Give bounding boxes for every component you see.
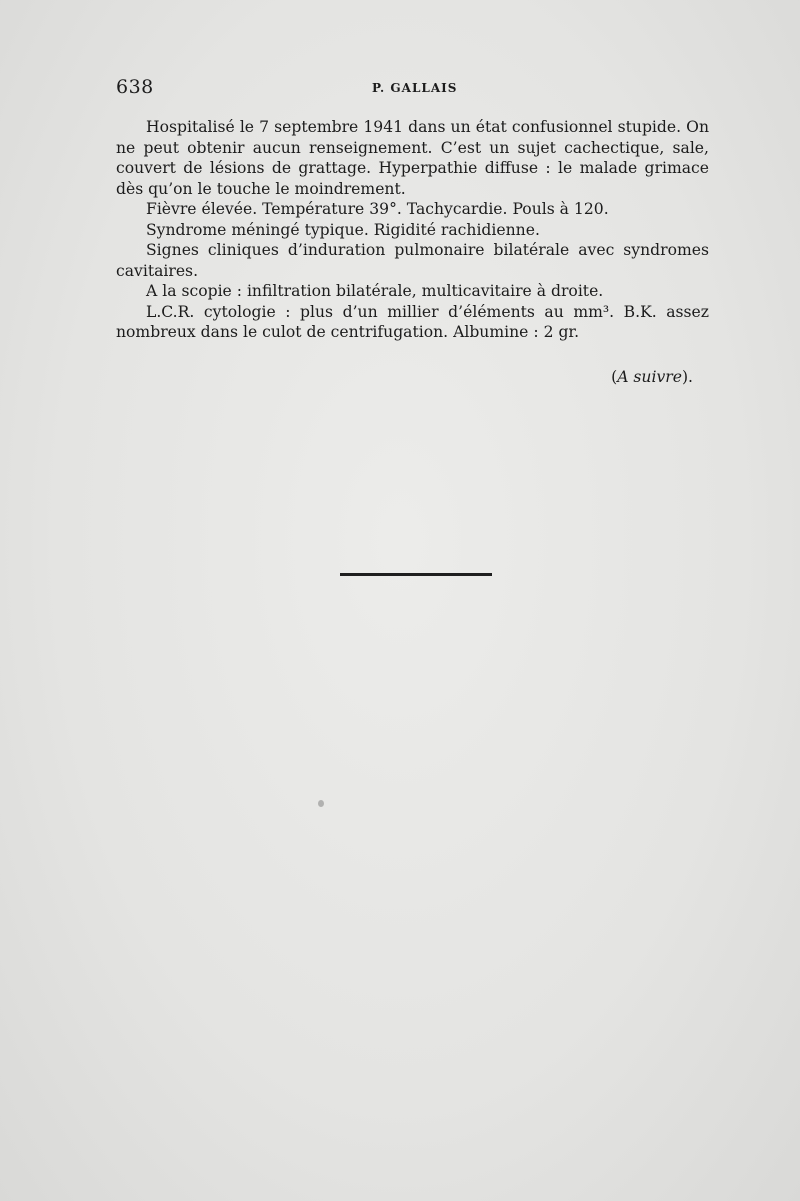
to-be-continued-note — [116, 368, 693, 386]
paragraph-signes-cliniques: Signes cliniques d’induration pulmonaire bilatérale avec syndromes cavitaires. — [116, 241, 709, 280]
continued-text: A suivre — [617, 368, 682, 386]
continued-close-paren: ). — [681, 368, 693, 386]
page-header — [116, 76, 709, 100]
end-of-section-rule — [340, 573, 492, 576]
paragraph-syndrome-meninge: Syndrome méningé typique. Rigidité rachidienne. — [146, 220, 540, 239]
paragraph-hospitalisation: Hospitalisé le 7 septembre 1941 dans un état confusionnel stupide. On ne peut obtenir aucun renseignement. C’est un sujet cachectique, sale, couvert de lésions de grattage. Hyperpathie diffuse : le malade grimace dès qu’on le touche le moindrement. — [116, 118, 709, 198]
paragraph-fievre: Fièvre élevée. Température 39°. Tachycardie. Pouls à 120. — [146, 200, 609, 218]
page-number: 638 — [116, 76, 154, 98]
paragraph-lcr: L.C.R. cytologie : plus d’un millier d’éléments au mm³. B.K. assez nombreux dans le culot de centrifugation. Albumine : 2 gr. — [116, 302, 709, 341]
paper-speck — [318, 800, 324, 807]
paragraph-scopie: A la scopie : infiltration bilatérale, multicavitaire à droite. — [146, 282, 604, 300]
running-head-author: P. GALLAIS — [372, 81, 458, 95]
body-text — [116, 117, 709, 343]
continued-open-paren: ( — [611, 368, 618, 386]
